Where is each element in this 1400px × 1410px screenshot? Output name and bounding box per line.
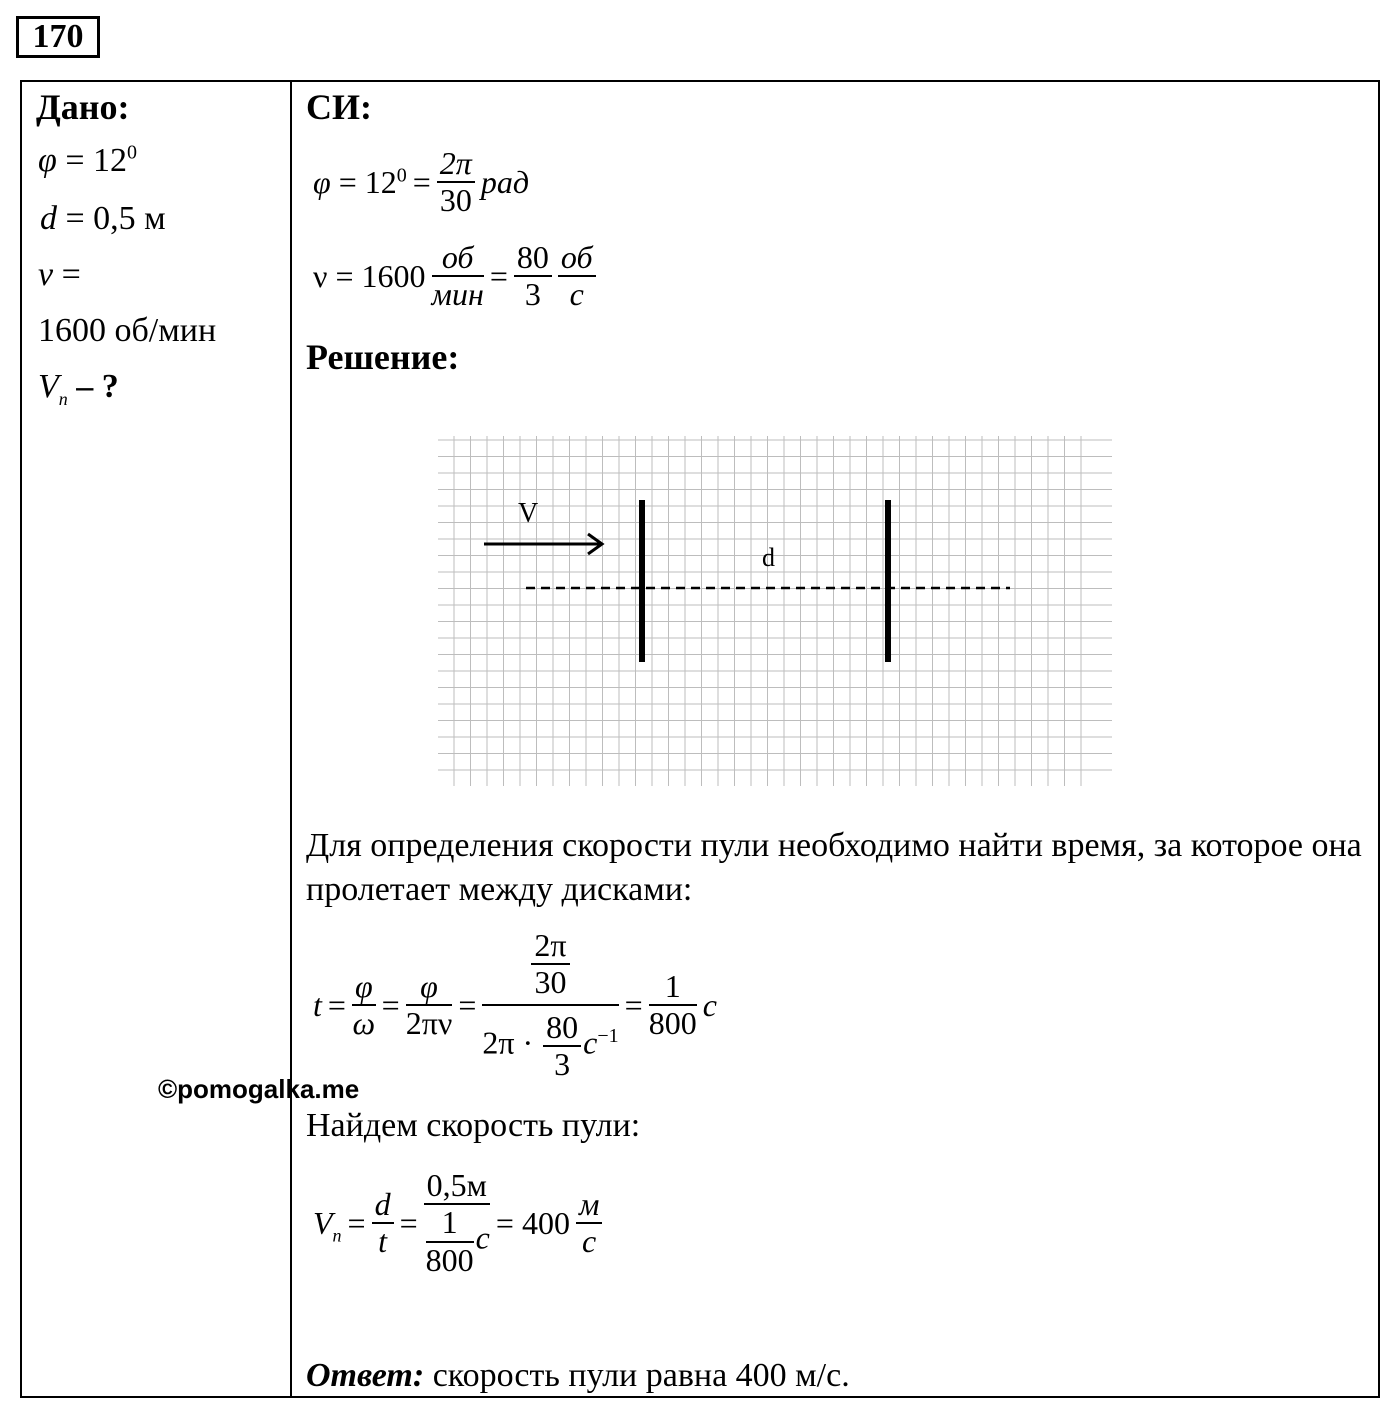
velocity-equation: $V_п$ = $\frac{d}{t}$ = 0,5м $\frac{1}{800}$ с = 400 $\frac{м}{с}$ [310,1158,605,1288]
column-divider [290,80,292,1398]
given-nu: ν = [38,256,81,293]
solution-paragraph-1: Для определения скорости пули необходимо найти время, за которое она пролетает между дисками: [306,827,1362,908]
si-phi-equation: $\varphi = 12^0$ = $\frac{2\pi}{30}$ рад [313,145,530,219]
distance-label: d [762,543,775,572]
given-phi: $\varphi = 12^0$ [38,141,137,179]
given-unknown: $V_п$ – ? [38,368,119,409]
watermark: ©pomogalka.me [158,1074,360,1104]
given-d: d = 0,5 м [40,200,166,237]
solution-heading: Решение: [306,337,460,377]
given-heading: Дано: [36,87,130,127]
velocity-label: V [518,498,539,529]
si-nu-equation: ν = 1600 $\frac{об}{\text{мин}}$ = $\frac{80}{3}$ $\frac{об}{с}$ [310,240,599,312]
solution-paragraph-2: Найдем скорость пули: [306,1107,641,1144]
bullet-discs-diagram [430,430,1120,810]
problem-number: 170 [16,16,100,58]
given-nu-value: 1600 об/мин [38,312,217,349]
si-heading: СИ: [306,87,372,127]
answer: Ответ: скорость пули равна 400 м/с. [306,1357,850,1394]
time-equation: t = $\frac{\varphi}{\omega}$ = $\frac{\varphi}{2\pi\nu}$ = $\frac{2\pi}{30}$ 2π · $\frac{80}{3}$ $с^{-1}$ = $\frac{1}{800}$ с [313,926,717,1083]
